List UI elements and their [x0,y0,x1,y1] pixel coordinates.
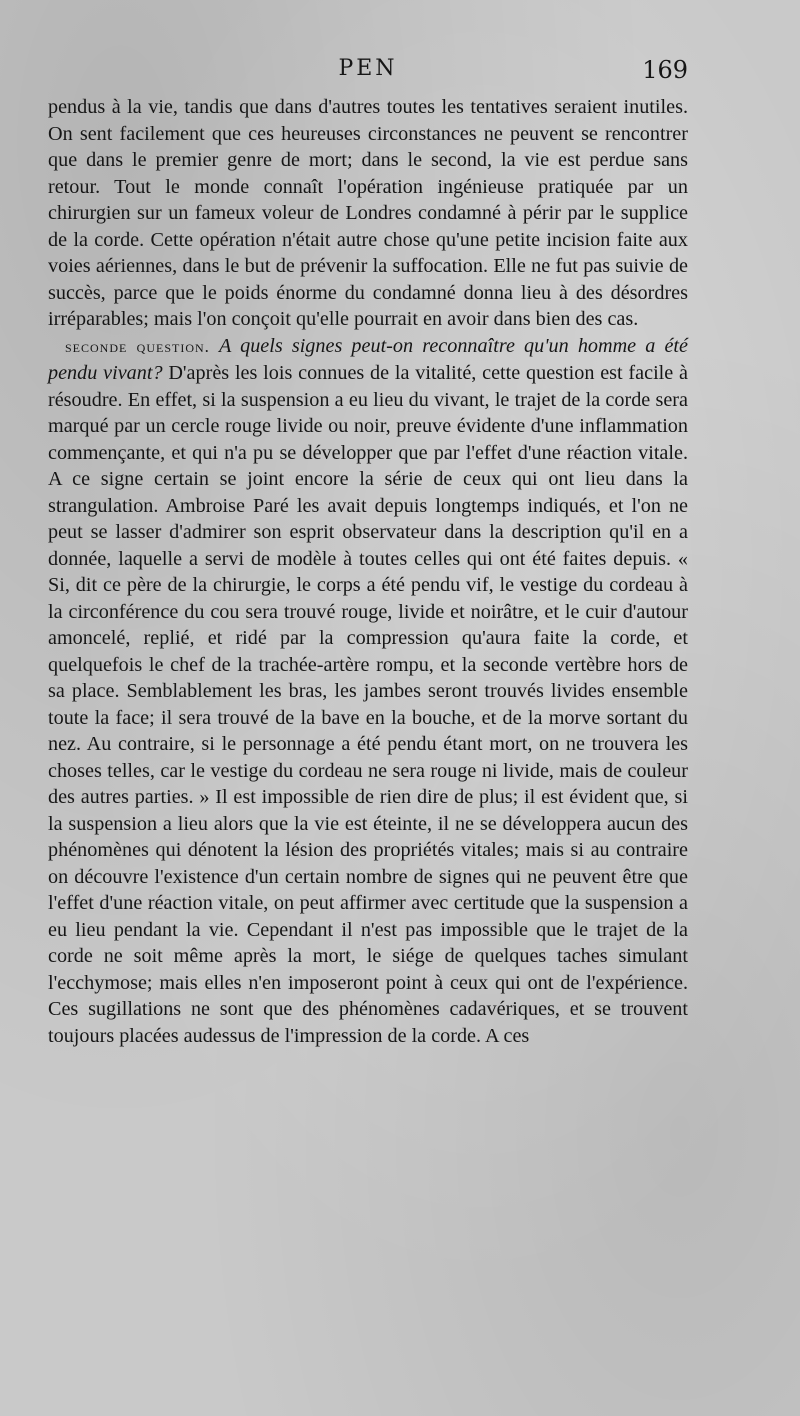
paragraph-2 [48,333,688,1050]
question-heading: A quels signes peut-on reconnaître qu'un homme a été pendu vivant? [48,334,688,384]
page-number: 169 [642,56,688,84]
running-header [48,56,688,98]
section-label: seconde question. [65,336,210,356]
running-title: PEN [338,56,398,81]
book-page [48,56,688,1049]
body-text [48,94,688,1049]
paragraph-2-text: D'après les lois connues de la vitalité, cette question est facile à résoudre. En effet, si la suspension a eu lieu du vivant, le trajet de la corde sera marqué par un cercle rouge livide ou noir, preuve évidente d'une inflammation commençante, et qui n'a pu se développer que par l'effet d'une réaction vitale. A ce signe certain se joint encore la série de ceux qui ont lieu dans la strangulation. Ambroise Paré les avait depuis longtemps indiqués, et l'on ne peut se lasser d'admirer son esprit observateur dans la description qu'il en a donnée, laquelle a servi de modèle à toutes celles qui ont été faites depuis. « Si, dit ce père de la chirurgie, le corps a été pendu vif, le vestige du cordeau à la circonférence du cou sera trouvé rouge, livide et noirâtre, et le cuir d'autour amoncelé, replié, et ridé par la compression qu'aura faite la corde, et quelquefois le chef de la trachée-artère rompu, et la seconde vertèbre hors de sa place. Semblablement les bras, les jambes seront trouvés livides ensemble toute la face; il sera trouvé de la bave en la bouche, et de la morve sortant du nez. Au contraire, si le personnage a été pendu étant mort, on ne trouvera les choses telles, car le vestige du cordeau ne sera rouge ni livide, mais de couleur des autres parties. » Il est impossible de rien dire de plus; il est évident que, si la suspension a lieu alors que la vie est éteinte, il ne se développera aucun des phénomènes qui dénotent la lésion des propriétés vitales; mais si au contraire on découvre l'existence d'un certain nombre de signes qui ne peuvent être que l'effet d'une réaction vitale, on peut affirmer avec certitude que la suspension a eu lieu pendant la vie. Cependant il n'est pas impossible que le trajet de la corde ne soit même après la mort, le siége de quelques taches simulant l'ecchymose; mais elles n'en imposeront point à ceux qui ont de l'expérience. Ces sugillations ne sont que des phénomènes cadavériques, et se trouvent toujours placées audessus de l'impression de la corde. A ces [48,362,688,1047]
paragraph-1: pendus à la vie, tandis que dans d'autres toutes les tentatives seraient inutiles. On sent facilement que ces heureuses circonstances ne peuvent se rencontrer que dans le premier genre de mort; dans le second, la vie est perdue sans retour. Tout le monde connaît l'opération ingénieuse pratiquée par un chirurgien sur un fameux voleur de Londres condamné à périr par le supplice de la corde. Cette opération n'était autre chose qu'une petite incision faite aux voies aériennes, dans le but de prévenir la suffocation. Elle ne fut pas suivie de succès, parce que le poids énorme du condamné donna lieu à des désordres irréparables; mais l'on conçoit qu'elle pourrait en avoir dans bien des cas. [48,96,688,330]
